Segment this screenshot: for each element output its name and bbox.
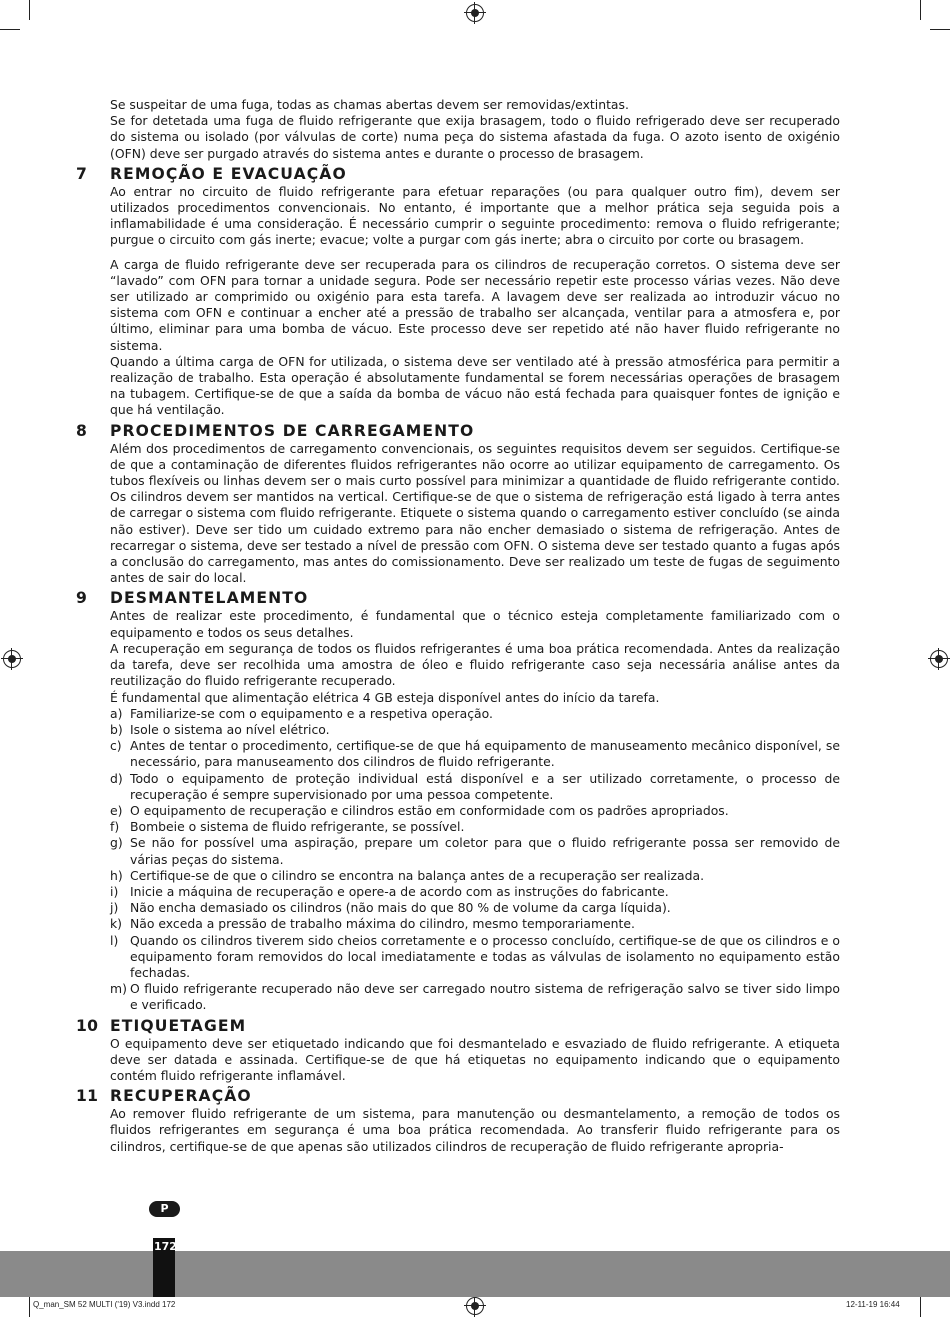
paragraph: A recuperação em segurança de todos os fluidos refrigerantes é uma boa prática recomendada. Antes da realização da tarefa, deve ser recolhida uma amostra de óleo e fluido refrigerante caso seja necessária análise antes da reutilização do fluido refrigerante recuperado. — [110, 640, 840, 689]
registration-mark-top-icon — [466, 4, 484, 22]
list-item — [110, 916, 840, 932]
section-8-body — [110, 441, 840, 587]
list-text: Quando os cilindros tiverem sido cheios corretamente e o processo concluído, certifique-se de que os cilindros e o equipamento foram removidos do local imediatamente e todas as válvulas de isolamento no equipamento estão fechadas. — [130, 932, 840, 980]
paragraph: O equipamento deve ser etiquetado indicando que foi desmantelado e esvaziado de fluido refrigerante. A etiqueta deve ser datada e assinada. Certifique-se de que há etiquetas no equipamento indicando que o equipamento contém fluido refrigerante inflamável. — [110, 1035, 840, 1083]
list-label: f) — [110, 819, 120, 835]
section-title: DESMANTELAMENTO — [110, 589, 309, 608]
paragraph: Ao entrar no circuito de fluido refrigerante para efetuar reparações (ou para qualquer outro fim), devem ser utilizados procedimentos convencionais. No entanto, é importante que a melhor prática seja seguida pois a inflamabilidade é uma consideração. É necessário cumprir o seguinte procedimento: remova o fluido refrigerante; purgue o circuito com gás inerte; evacue; volte a purgar com gás inerte; abra o circuito por corte ou brasagem. — [110, 183, 840, 248]
section-number: 7 — [76, 164, 88, 183]
language-badge: P — [149, 1201, 180, 1217]
list-text: Antes de tentar o procedimento, certifique-se de que há equipamento de manuseamento mecânico disponível, se necessário, para manuseamento dos cilindros de fluido refrigerante. — [130, 738, 840, 770]
list-item — [110, 771, 840, 803]
paragraph: É fundamental que alimentação elétrica 4 GB esteja disponível antes do início da tarefa. — [110, 689, 660, 705]
list-text: O equipamento de recuperação e cilindros estão em conformidade com os padrões apropriados. — [130, 802, 729, 818]
crop-mark-bottom-right — [920, 1297, 921, 1317]
list-item — [110, 819, 840, 835]
list-label: k) — [110, 916, 123, 932]
list-item — [110, 981, 840, 1013]
section-7-body — [110, 184, 840, 419]
list-text: Se não for possível uma aspiração, prepare um coletor para que o fluido refrigerante possa ser removido de várias peças do sistema. — [130, 835, 840, 867]
list-label: e) — [110, 802, 123, 818]
section-title: ETIQUETAGEM — [110, 1016, 247, 1035]
section-title: REMOÇÃO E EVACUAÇÃO — [110, 164, 347, 183]
paragraph: Ao remover fluido refrigerante de um sistema, para manutenção ou desmantelamento, a remoção de todos os fluidos refrigerantes em segurança é uma boa prática recomendada. Ao transferir fluido refrigerante para os cilindros, certifique-se de que apenas são utilizados cilindros de recuperação de fluido refrigerante apropria- — [110, 1106, 840, 1154]
list-text: Familiarize-se com o equipamento e a respetiva operação. — [130, 705, 493, 721]
list-item — [110, 803, 840, 819]
list-label: b) — [110, 721, 123, 737]
list-label: m) — [110, 981, 127, 997]
section-number: 11 — [76, 1087, 99, 1106]
list-text: O fluido refrigerante recuperado não deve ser carregado noutro sistema de refrigeração salvo se tiver sido limpo e verificado. — [130, 981, 840, 1013]
section-11-body — [110, 1106, 840, 1155]
paragraph: Quando a última carga de OFN for utilizada, o sistema deve ser ventilado até à pressão atmosférica para permitir a realização de trabalho. Esta operação é absolutamente fundamental se forem necessárias operações de brasagem na tubagem. Certifique-se de que a saída da bomba de vácuo não está fechada para quaisquer fontes de ignição e que há ventilação. — [110, 353, 840, 418]
list-item — [110, 868, 840, 884]
list-label: l) — [110, 932, 119, 948]
registration-mark-bottom-icon — [466, 1297, 484, 1315]
paragraph: Se suspeitar de uma fuga, todas as chamas abertas devem ser removidas/extintas. — [110, 97, 629, 112]
list-item — [110, 933, 840, 982]
crop-mark-bottom-left — [29, 1297, 30, 1317]
section-heading-9 — [76, 589, 840, 607]
list-label: g) — [110, 835, 123, 851]
list-item — [110, 706, 840, 722]
section-heading-10 — [76, 1017, 840, 1035]
list-item — [110, 722, 840, 738]
page-content — [76, 97, 840, 1155]
intro-text — [110, 97, 840, 162]
print-slug-date: 12-11-19 16:44 — [846, 1300, 900, 1309]
footer-band — [0, 1251, 950, 1297]
list-text: Todo o equipamento de proteção individual está disponível e a ser utilizado corretamente, o processo de recuperação é sempre supervisionado por uma pessoa competente. — [130, 770, 840, 802]
section-number: 9 — [76, 589, 88, 608]
print-slug-file: Q_man_SM 52 MULTI ('19) V3.indd 172 — [33, 1300, 176, 1309]
section-title: RECUPERAÇÃO — [110, 1087, 252, 1106]
crop-mark-top-left — [29, 0, 30, 20]
paragraph: Além dos procedimentos de carregamento convencionais, os seguintes requisitos devem ser seguidos. Certifique-se de que a contaminação de diferentes fluidos refrigerantes não ocorre ao utilizar equipamento de carregamento. Os tubos flexíveis ou linhas devem ser o mais curto possível para minimizar a quantidade de fluido refrigerante contido. Os cilindros devem ser mantidos na vertical. Certifique-se de que o sistema de refrigeração está ligado à terra antes de carregar o sistema com fluido refrigerante. Etiquete o sistema quando o carregamento estiver concluído (se ainda não estiver). Deve ser tido um cuidado extremo para não encher demasiado o sistema de refrigeração. Antes de recarregar o sistema, deve ser testado a nível de pressão com OFN. O sistema deve ser testado quanto a fugas após a conclusão do carregamento, mas antes do comissionamento. Deve ser realizado um teste de fugas de seguimento antes de sair do local. — [110, 440, 840, 586]
list-text: Não encha demasiado os cilindros (não mais do que 80 % de volume da carga líquida). — [130, 900, 671, 916]
page-number: 172 — [154, 1240, 177, 1253]
list-label: h) — [110, 867, 123, 883]
list-text: Certifique-se de que o cilindro se encontra na balança antes de a recuperação ser realizada. — [130, 867, 705, 883]
list-label: d) — [110, 770, 123, 786]
list-item — [110, 884, 840, 900]
list-text: Bombeie o sistema de fluido refrigerante, se possível. — [130, 819, 465, 835]
paragraph: A carga de fluido refrigerante deve ser recuperada para os cilindros de recuperação corretos. O sistema deve ser “lavado” com OFN para tornar a unidade segura. Pode ser necessário repetir este processo várias vezes. Não deve ser utilizado ar comprimido ou oxigénio para esta tarefa. A lavagem deve ser realizada ao introduzir vácuo no sistema com OFN e continuar a encher até a pressão de trabalho ser alcançada, ventilar para a atmosfera e, por último, eliminar para uma bomba de vácuo. Este processo deve ser repetido até não haver fluido refrigerante no sistema. — [110, 256, 840, 353]
registration-mark-right-icon — [930, 650, 948, 668]
list-item — [110, 835, 840, 867]
list-item — [110, 738, 840, 770]
list-text: Inicie a máquina de recuperação e opere-a de acordo com as instruções do fabricante. — [130, 883, 669, 899]
list-label: c) — [110, 738, 122, 754]
section-number: 8 — [76, 421, 88, 440]
registration-mark-left-icon — [3, 650, 21, 668]
list-text: Isole o sistema ao nível elétrico. — [130, 721, 330, 737]
list-item — [110, 900, 840, 916]
section-number: 10 — [76, 1016, 99, 1035]
list-label: a) — [110, 705, 123, 721]
section-title: PROCEDIMENTOS DE CARREGAMENTO — [110, 421, 475, 440]
crop-mark-top-right-h — [930, 29, 950, 30]
section-9-body — [110, 608, 840, 1013]
paragraph: Se for detetada uma fuga de fluido refrigerante que exija brasagem, todo o fluido refrigerado deve ser recuperado do sistema ou isolado (por válvulas de corte) numa peça do sistema afastada da fuga. O azoto isento de oxigénio (OFN) deve ser purgado através do sistema antes e durante o processo de brasagem. — [110, 113, 840, 161]
paragraph: Antes de realizar este procedimento, é fundamental que o técnico esteja completamente familiarizado com o equipamento e todos os seus detalhes. — [110, 608, 840, 640]
crop-mark-top-left-h — [0, 29, 20, 30]
list-label: i) — [110, 883, 119, 899]
section-heading-11 — [76, 1087, 840, 1105]
crop-mark-top-right — [920, 0, 921, 20]
list-label: j) — [110, 900, 119, 916]
section-10-body — [110, 1036, 840, 1085]
section-heading-8 — [76, 422, 840, 440]
section-heading-7 — [76, 165, 840, 183]
list-text: Não exceda a pressão de trabalho máxima do cilindro, mesmo temporariamente. — [130, 916, 635, 932]
